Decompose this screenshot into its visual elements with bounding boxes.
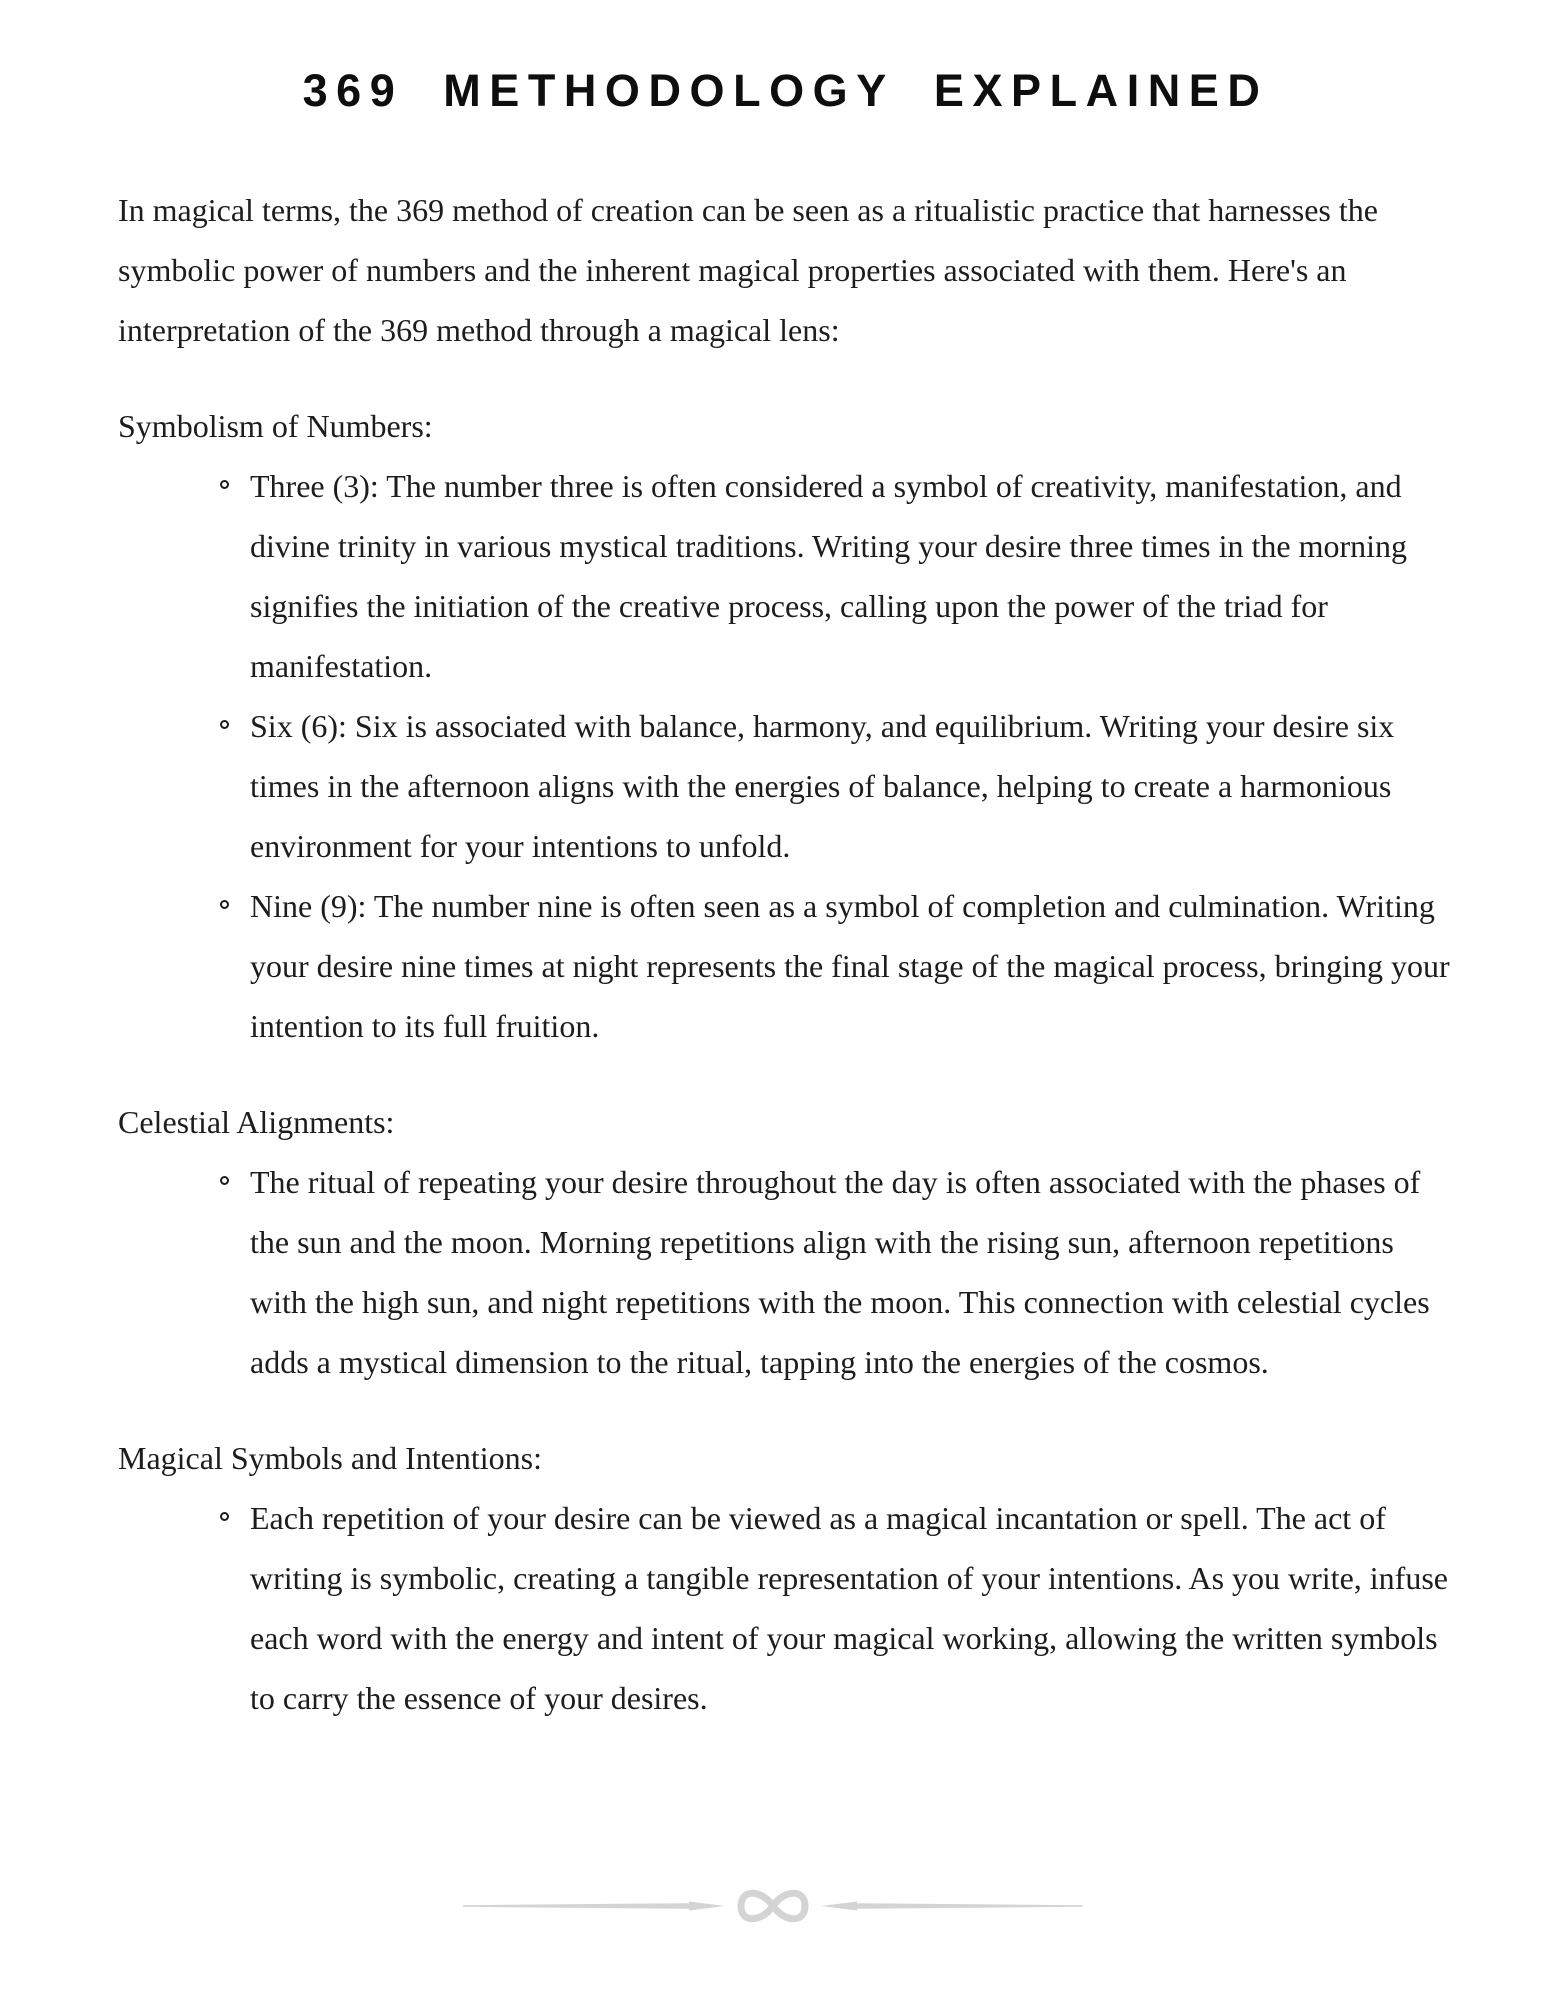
bullet-circle-icon xyxy=(220,900,229,909)
divider-right-line xyxy=(821,1902,1083,1911)
list-item xyxy=(118,696,1453,876)
bullet-circle-icon xyxy=(220,480,229,489)
list-item-text: Nine (9): The number nine is often seen as a symbol of completion and culmination. Writing your desire nine times at night represents the final stage of the magical process, bringing your intention to its full fruition. xyxy=(250,888,1450,1044)
list-item xyxy=(118,456,1453,696)
infinity-divider-ornament xyxy=(463,1884,1083,1928)
symbolism-bullet-list xyxy=(118,456,1453,1056)
list-item xyxy=(118,1488,1453,1728)
infinity-icon xyxy=(741,1893,805,1919)
bullet-circle-icon xyxy=(220,720,229,729)
list-item xyxy=(118,1152,1453,1392)
section-heading-celestial: Celestial Alignments: xyxy=(118,1104,395,1140)
list-item-text: Three (3): The number three is often considered a symbol of creativity, manifestation, and divine trinity in various mystical traditions. Writing your desire three times in the morning signifies the initiation of the creative process, calling upon the power of the triad for manifestation. xyxy=(250,468,1408,684)
list-item xyxy=(118,876,1453,1056)
list-item-text: The ritual of repeating your desire throughout the day is often associated with the phases of the sun and the moon. Morning repetitions align with the rising sun, afternoon repetitions with the high sun, and night repetitions with the moon. This connection with celestial cycles adds a mystical dimension to the ritual, tapping into the energies of the cosmos. xyxy=(250,1164,1430,1380)
bullet-circle-icon xyxy=(220,1176,229,1185)
page-title: 369 METHODOLOGY EXPLAINED xyxy=(302,65,1269,116)
celestial-bullet-list xyxy=(118,1152,1453,1392)
bullet-circle-icon xyxy=(220,1512,229,1521)
intro-paragraph: In magical terms, the 369 method of creation can be seen as a ritualistic practice that harnesses the symbolic power of numbers and the inherent magical properties associated with them. Here's an interpretation of the 369 method through a magical lens: xyxy=(118,192,1378,348)
list-item-text: Each repetition of your desire can be viewed as a magical incantation or spell. The act of writing is symbolic, creating a tangible representation of your intentions. As you write, infuse each word with the energy and intent of your magical working, allowing the written symbols to carry the essence of your desires. xyxy=(250,1500,1448,1716)
section-heading-magical-symbols: Magical Symbols and Intentions: xyxy=(118,1440,542,1476)
magical-symbols-bullet-list xyxy=(118,1488,1453,1728)
list-item-text: Six (6): Six is associated with balance, harmony, and equilibrium. Writing your desire six times in the afternoon aligns with the energies of balance, helping to create a harmonious environment for your intentions to unfold. xyxy=(250,708,1395,864)
divider-left-line xyxy=(463,1902,725,1911)
section-heading-symbolism: Symbolism of Numbers: xyxy=(118,408,433,444)
